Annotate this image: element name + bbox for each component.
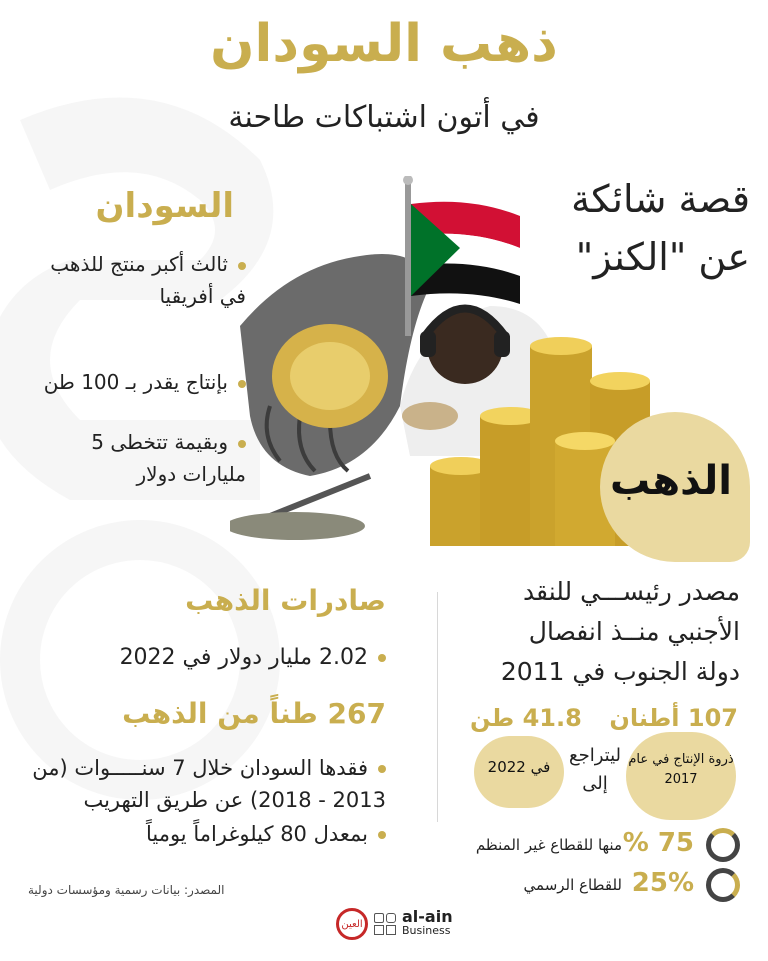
footer-source: المصدر: بيانات رسمية ومؤسسات دولية xyxy=(28,883,225,897)
main-title: ذهب السودان xyxy=(210,14,558,74)
vertical-divider xyxy=(437,592,438,822)
web-icon xyxy=(374,913,384,923)
exports-heading: صادرات الذهب xyxy=(185,584,386,617)
bullet-dot xyxy=(378,654,386,662)
sudan-bullet-text: وبقيمة تتخطى 5 مليارات دولار xyxy=(91,430,246,486)
sudan-bullet-3 xyxy=(26,426,246,490)
metal-detector-shaft xyxy=(270,476,370,516)
smuggled-bullet-text: بمعدل 80 كيلوغراماً يومياً xyxy=(145,822,368,846)
social-icons xyxy=(374,913,396,935)
formal-sector-percent: 25% xyxy=(631,868,694,898)
smuggled-bullet-1 xyxy=(26,752,386,816)
facebook-icon xyxy=(386,925,396,935)
brand-name: al-ain xyxy=(402,907,453,926)
gold-badge-label: الذهب xyxy=(610,458,732,504)
peak-production-value: 107 أطنان xyxy=(609,704,738,732)
metal-detector-coil xyxy=(230,512,365,540)
gold-source-line: مصدر رئيســـي للنقد xyxy=(522,577,740,606)
formal-sector-ring-icon xyxy=(706,868,740,902)
current-production-circle xyxy=(474,736,564,808)
sudan-bullet-text: ثالث أكبر منتج للذهب في أفريقيا xyxy=(50,252,246,308)
story-line-1: قصة شائكة xyxy=(571,177,750,221)
peak-production-label: ذروة الإنتاج في عام 2017 xyxy=(628,752,734,787)
bullet-dot xyxy=(378,831,386,839)
sudan-bullet-text: بإنتاج يقدر بـ 100 طن xyxy=(43,370,228,394)
peak-production-circle xyxy=(626,732,736,820)
subtitle: في أتون اشتباكات طاحنة xyxy=(228,100,540,135)
gold-source-line: دولة الجنوب في 2011 xyxy=(500,657,740,686)
gold-source-text xyxy=(460,572,740,692)
current-production-label: في 2022 xyxy=(487,758,551,776)
al-ain-logo-icon xyxy=(336,908,368,940)
flag-pole xyxy=(405,176,411,336)
logo-arabic-text: العين xyxy=(341,918,363,930)
smuggled-tons-heading: 267 طناً من الذهب xyxy=(122,697,386,730)
bullet-dot xyxy=(378,765,386,773)
sudan-bullet-2 xyxy=(26,366,246,398)
informal-sector-label: منها للقطاع غير المنظم xyxy=(475,836,622,854)
sudan-heading: السودان xyxy=(95,186,234,226)
current-production-value: 41.8 طن xyxy=(470,704,582,732)
exports-value xyxy=(86,642,386,674)
gold-source-line: الأجنبي منــذ انفصال xyxy=(528,617,740,646)
smuggled-bullet-2 xyxy=(26,818,386,850)
twitter-icon xyxy=(374,925,384,935)
exports-value-text: 2.02 مليار دولار في 2022 xyxy=(119,645,368,670)
footer-brand xyxy=(336,908,453,940)
informal-sector-ring-icon xyxy=(706,828,740,862)
brand-subname: Business xyxy=(402,924,451,937)
informal-sector-percent: 75 % xyxy=(622,828,694,858)
smuggled-bullet-text: فقدها السودان خلال 7 سنـــــوات (من 2013 - 2018) عن طريق التهريب xyxy=(32,756,386,812)
sudan-bullet-1 xyxy=(26,248,246,312)
sudan-flag xyxy=(411,202,520,304)
drop-text: ليتراجع إلى xyxy=(569,745,621,794)
formal-sector-label: للقطاع الرسمي xyxy=(523,876,622,894)
instagram-icon xyxy=(386,913,396,923)
story-line-2: عن "الكنز" xyxy=(575,235,750,279)
